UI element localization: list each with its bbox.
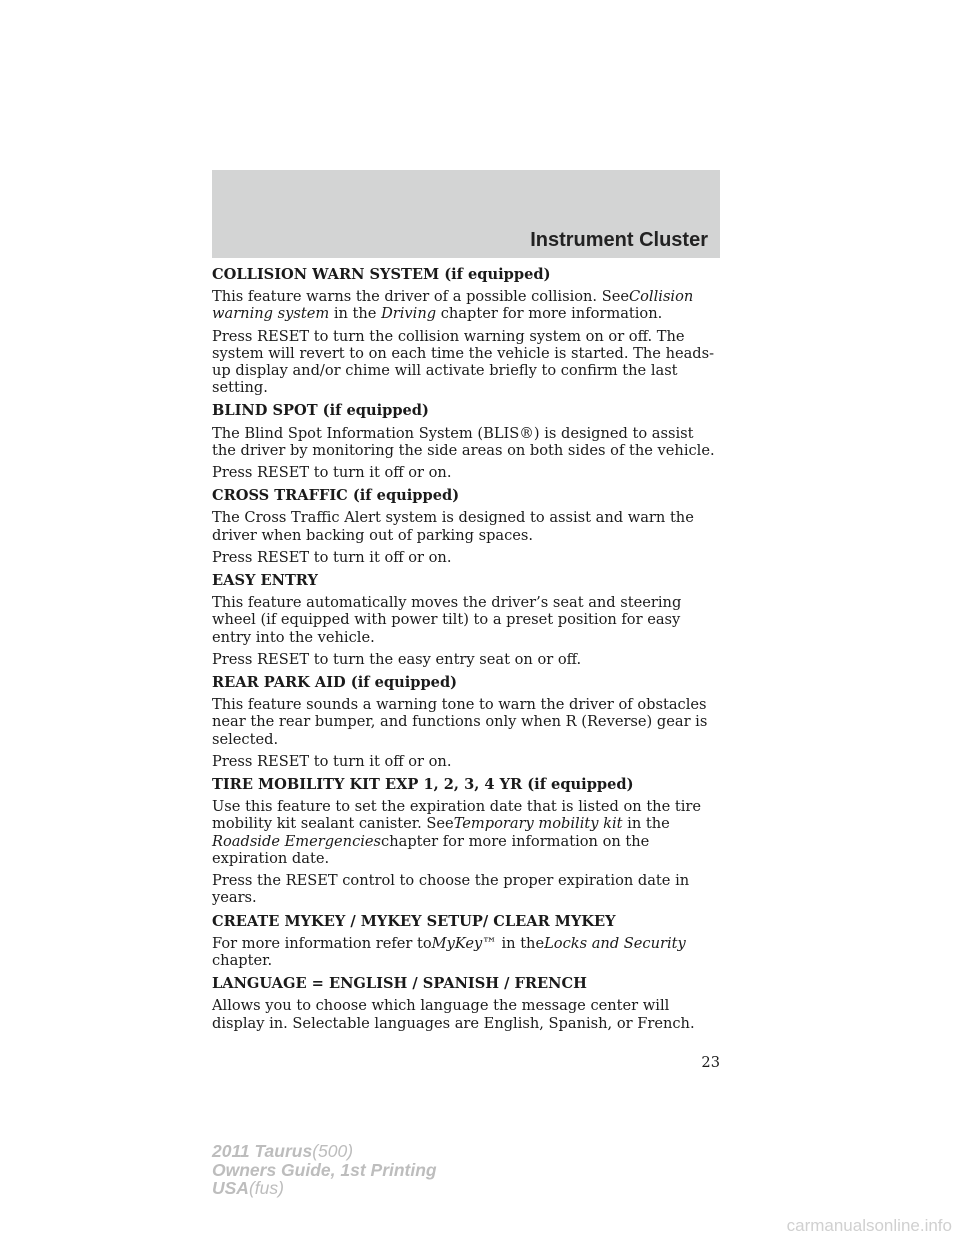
section-paragraph: This feature sounds a warning tone to warn the driver of obstacles near the rear bumper, and functions only when R (Reverse) gear is selected. (212, 696, 708, 748)
section-heading: LANGUAGE = ENGLISH / SPANISH / FRENCH (212, 975, 587, 993)
section-heading: CROSS TRAFFIC (if equipped) (212, 487, 460, 505)
section-heading: BLIND SPOT (if equipped) (212, 402, 429, 420)
section-paragraph: Use this feature to set the expiration date that is listed on the tire mobility kit sealant canister. SeeTemporary mobility kit in the Roadside Emergencieschapter for more information on the expiration date. (212, 798, 702, 867)
section-heading: EASY ENTRY (212, 572, 318, 590)
section-blind-spot (212, 402, 720, 481)
section-mykey (212, 913, 720, 970)
xref-driving-chapter: Driving (381, 305, 437, 323)
section-paragraph: The Cross Traffic Alert system is designed to assist and warn the driver when backing out of parking spaces. (212, 509, 694, 544)
page-content (212, 266, 720, 1038)
section-paragraph: Press RESET to turn the easy entry seat on or off. (212, 650, 582, 668)
section-paragraph: Press RESET to turn the collision warning system on or off. The system will revert to on each time the vehicle is started. The heads-up display and/or chime will activate briefly to confirm the last setting. (212, 327, 715, 397)
page-number: 23 (701, 1054, 720, 1071)
chapter-title: Instrument Cluster (530, 229, 708, 251)
section-paragraph: For more information refer toMyKey™ in theLocks and Security chapter. (212, 934, 686, 969)
section-language (212, 975, 720, 1032)
xref-temporary-mobility-kit: Temporary mobility kit (453, 815, 623, 833)
watermark-text: carmanualsonline.info (786, 1216, 952, 1235)
footer-printing: Owners Guide, 1st Printing (212, 1159, 437, 1180)
xref-locks-and-security-chapter: Locks and Security (544, 934, 686, 952)
section-heading: TIRE MOBILITY KIT EXP 1, 2, 3, 4 YR (if equipped) (212, 776, 634, 794)
xref-roadside-emergencies-chapter: Roadside Emergencies (212, 832, 382, 850)
footer-model: 2011 Taurus (212, 1141, 313, 1161)
section-paragraph: Press the RESET control to choose the proper expiration date in years. (212, 872, 690, 907)
footer-market: USA (212, 1178, 249, 1198)
xref-collision-warning-system: Collision warning system (212, 288, 694, 323)
section-heading: REAR PARK AID (if equipped) (212, 674, 458, 692)
section-paragraph: Allows you to choose which language the message center will display in. Selectable languages are English, Spanish, or French. (212, 997, 695, 1032)
xref-mykey: MyKey™ (431, 934, 497, 952)
section-paragraph: This feature automatically moves the driver’s seat and steering wheel (if equipped with power tilt) to a preset position for easy entry into the vehicle. (212, 594, 682, 646)
section-collision-warn (212, 266, 720, 396)
section-paragraph: Press RESET to turn it off or on. (212, 752, 452, 770)
section-rear-park-aid (212, 674, 720, 770)
section-easy-entry (212, 572, 720, 668)
section-paragraph: Press RESET to turn it off or on. (212, 464, 452, 482)
chapter-header-band (212, 170, 720, 258)
section-heading: COLLISION WARN SYSTEM (if equipped) (212, 266, 551, 283)
section-cross-traffic (212, 487, 720, 566)
section-heading: CREATE MYKEY / MYKEY SETUP/ CLEAR MYKEY (212, 912, 616, 930)
section-paragraph: This feature warns the driver of a possible collision. SeeCollision warning system in the Driving chapter for more information. (212, 288, 694, 323)
section-paragraph: Press RESET to turn it off or on. (212, 548, 452, 566)
section-paragraph: The Blind Spot Information System (BLIS®) is designed to assist the driver by monitoring the side areas on both sides of the vehicle. (212, 424, 715, 459)
footer-model-code: (500) (312, 1141, 354, 1161)
footer-market-code: (fus) (248, 1178, 284, 1198)
section-tire-mobility-kit (212, 776, 720, 906)
print-footer (212, 1142, 437, 1198)
